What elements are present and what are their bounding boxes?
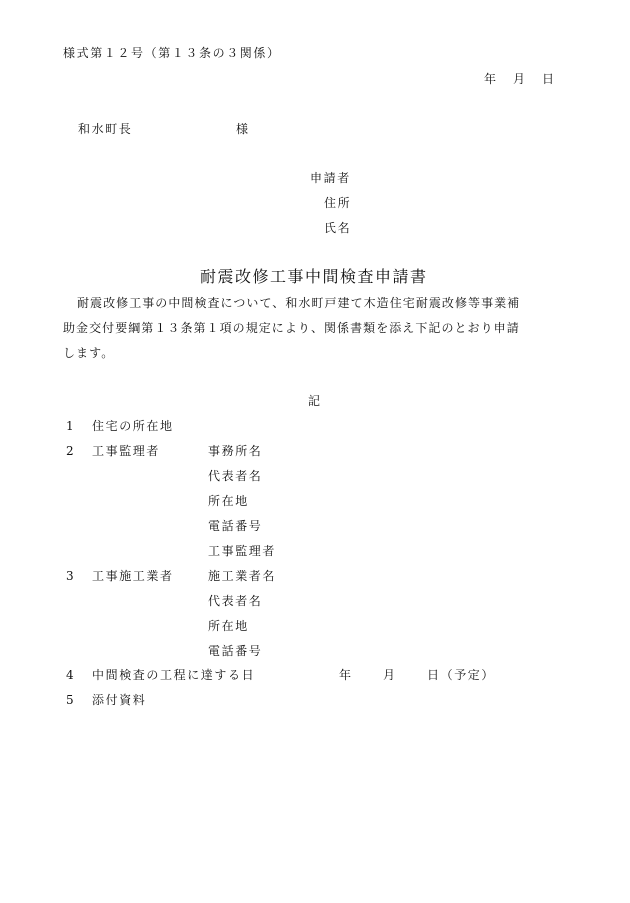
- item-2-field-representative: 代表者名: [208, 469, 263, 483]
- item-2-field-location: 所在地: [208, 494, 249, 508]
- body-line-1: 耐震改修工事の中間検査について、和水町戸建て木造住宅耐震改修等事業補: [77, 296, 521, 310]
- addressee-honorific: 様: [236, 122, 250, 136]
- item-2-field-phone: 電話番号: [208, 519, 263, 533]
- item-3-field-representative: 代表者名: [208, 594, 263, 608]
- form-number: 様式第１２号（第１３条の３関係）: [63, 46, 281, 60]
- item-3-field-contractor: 施工業者名: [208, 569, 277, 583]
- date-year: 年: [484, 72, 498, 86]
- item-2-field-office: 事務所名: [208, 444, 263, 458]
- item-3-field-location: 所在地: [208, 619, 249, 633]
- item-4-month: 月: [383, 668, 397, 682]
- addressee-name: 和水町長: [78, 122, 133, 136]
- date-month: 月: [513, 72, 527, 86]
- item-2-field-supervisor: 工事監理者: [208, 544, 277, 558]
- item-4-label: 中間検査の工程に達する日: [92, 668, 256, 682]
- item-4-year: 年: [339, 668, 353, 682]
- item-3-field-phone: 電話番号: [208, 644, 263, 658]
- item-2-number: 2: [66, 444, 76, 458]
- applicant-label: 申請者: [310, 171, 351, 185]
- item-1-number: 1: [66, 419, 76, 433]
- item-5-number: 5: [66, 693, 76, 707]
- document-title: 耐震改修工事中間検査申請書: [200, 267, 428, 286]
- body-line-3: します。: [63, 346, 115, 360]
- applicant-name-label: 氏名: [324, 221, 352, 235]
- body-line-2: 助金交付要綱第１３条第１項の規定により、関係書類を添え下記のとおり申請: [63, 321, 520, 335]
- item-4-number: 4: [66, 668, 76, 682]
- item-3-label: 工事施工業者: [92, 569, 174, 583]
- applicant-address-label: 住所: [324, 196, 352, 210]
- item-3-number: 3: [66, 569, 76, 583]
- item-5-label: 添付資料: [92, 693, 147, 707]
- item-2-label: 工事監理者: [92, 444, 161, 458]
- date-day: 日: [542, 72, 556, 86]
- item-4-day: 日（予定）: [427, 668, 496, 682]
- item-1-label: 住宅の所在地: [92, 419, 174, 433]
- ki-heading: 記: [308, 394, 322, 408]
